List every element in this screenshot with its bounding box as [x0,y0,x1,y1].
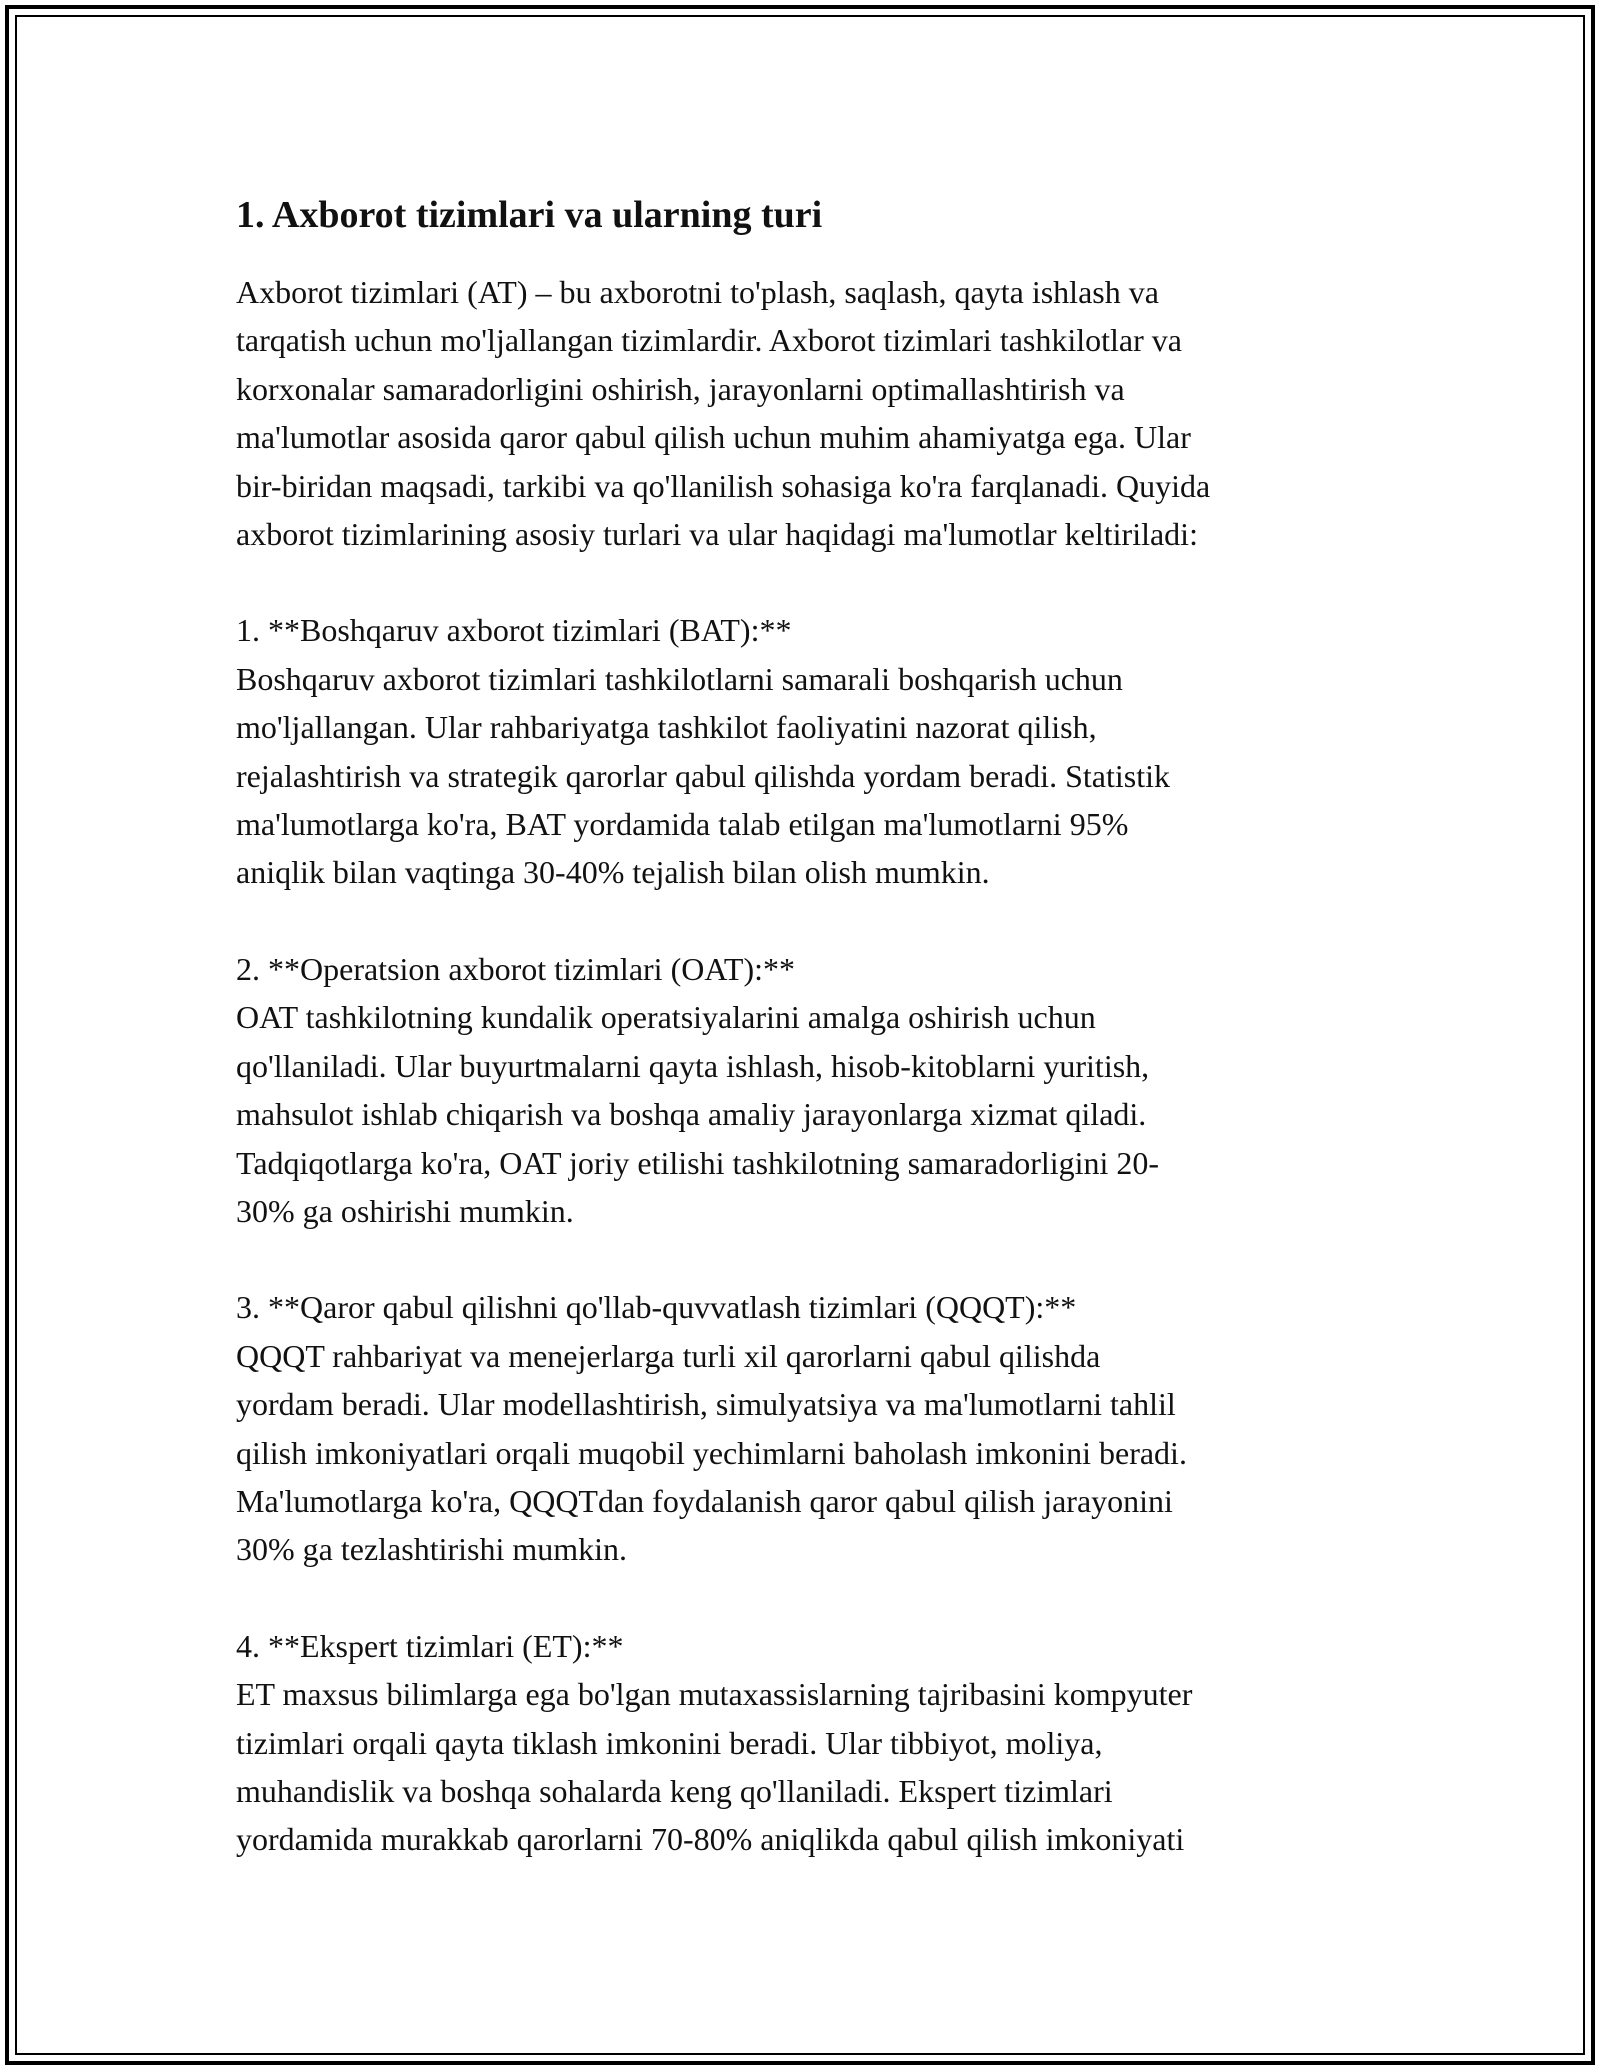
intro-paragraph: Axborot tizimlari (AT) – bu axborotni to'plash, saqlash, qayta ishlash va tarqatish uchun mo'ljallangan tizimlardir. Axborot tizimlari tashkilotlar va korxonalar samaradorligini oshirish, jarayonlarni optimallashtirish va ma'lumotlar asosida qaror qabul qilish uchun muhim ahamiyatga ega. Ular bir-biridan maqsadi, tarkibi va qo'llanilish sohasiga ko'ra farqlanadi. Quyida axborot tizimlarining asosiy turlari va ular haqidagi ma'lumotlar keltiriladi: [236,274,1211,553]
document-body [236,190,1386,1864]
section-qqqt [236,1283,1386,1573]
section-heading: 1. **Boshqaruv axborot tizimlari (BAT):** [236,612,792,649]
section-heading: 2. **Operatsion axborot tizimlari (OAT):** [236,950,795,987]
section-body: Boshqaruv axborot tizimlari tashkilotlarni samarali boshqarish uchun mo'ljallangan. Ular rahbariyatga tashkilot faoliyatini nazorat qilish, rejalashtirish va strategik qarorlar qabul qilishda yordam beradi. Statistik ma'lumotlarga ko'ra, BAT yordamida talab etilgan ma'lumotlarni 95% aniqlik bilan vaqtinga 30-40% tejalish bilan olish mumkin. [236,660,1170,891]
section-bat [236,606,1386,896]
section-et [236,1622,1386,1864]
section-heading: 3. **Qaror qabul qilishni qo'llab-quvvatlash tizimlari (QQQT):** [236,1289,1077,1326]
document-title: 1. Axborot tizimlari va ularning turi [236,194,823,236]
section-body: ET maxsus bilimlarga ega bo'lgan mutaxassislarning tajribasini kompyuter tizimlari orqali qayta tiklash imkonini beradi. Ular tibbiyot, moliya, muhandislik va boshqa sohalarda keng qo'llaniladi. Ekspert tizimlari yordamida murakkab qarorlarni 70-80% aniqlikda qabul qilish imkoniyati [236,1676,1193,1858]
section-body: OAT tashkilotning kundalik operatsiyalarini amalga oshirish uchun qo'llaniladi. Ular buyurtmalarni qayta ishlash, hisob-kitoblarni yuritish, mahsulot ishlab chiqarish va boshqa amaliy jarayonlarga xizmat qiladi. Tadqiqotlarga ko'ra, OAT joriy etilishi tashkilotning samaradorligini 20- 30% ga oshirishi mumkin. [236,999,1160,1229]
section-heading: 4. **Ekspert tizimlari (ET):** [236,1627,624,1664]
section-oat [236,945,1386,1235]
section-body: QQQT rahbariyat va menejerlarga turli xil qarorlarni qabul qilishda yordam beradi. Ular modellashtirish, simulyatsiya va ma'lumotlarni tahlil qilish imkoniyatlari orqali muqobil yechimlarni baholash imkonini beradi. Ma'lumotlarga ko'ra, QQQTdan foydalanish qaror qabul qilish jarayonini 30% ga tezlashtirishi mumkin. [236,1337,1187,1568]
